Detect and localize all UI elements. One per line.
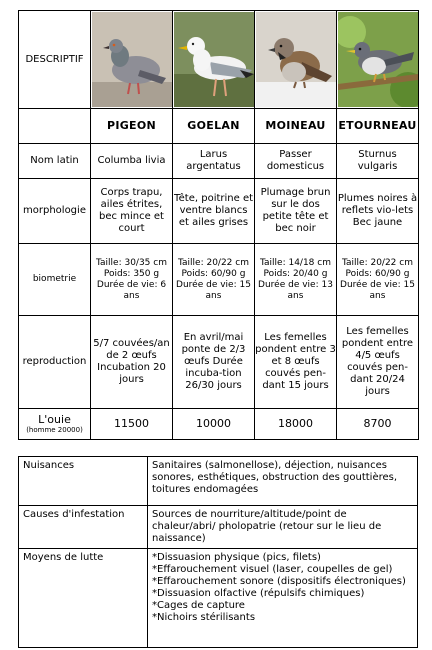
photo-row (19, 11, 419, 109)
reproduction-text: Les femelles pondent entre 4/5 œufs couvés pen-dant 20/24 jours (337, 316, 419, 409)
row-label-latin: Nom latin (19, 144, 91, 179)
biometry-lifespan: Durée de vie: 15 ans (176, 279, 251, 301)
biometry-lifespan: Durée de vie: 15 ans (340, 279, 415, 301)
morphology-row (19, 179, 419, 244)
gull-photo-cell (173, 11, 255, 109)
row-label-ouie-sub: (homme 20000) (26, 425, 83, 434)
biometry-cell (173, 244, 255, 316)
morphology-text: Tête, poitrine et ventre blancs et ailes grises (173, 179, 255, 244)
gull-photo (174, 12, 254, 107)
biometry-cell (91, 244, 173, 316)
sparrow-photo (256, 12, 336, 107)
row-label-morphologie: morphologie (19, 179, 91, 244)
pigeon-photo (92, 12, 172, 107)
morphology-text: Corps trapu, ailes étrites, bec mince et court (91, 179, 173, 244)
latin-name: Passer domesticus (255, 144, 337, 179)
biometry-size: Taille: 30/35 cm (96, 257, 167, 268)
morphology-text: Plumes noires à reflets vio-lets Bec jaune (337, 179, 419, 244)
nuisances-row (19, 457, 418, 506)
reproduction-text: En avril/mai ponte de 2/3 œufs Durée incuba-tion 26/30 jours (173, 316, 255, 409)
biometry-weight: Poids: 20/40 g (263, 268, 328, 279)
lutte-row (19, 549, 418, 648)
causes-text: Sources de nourriture/altitude/point de chaleur/abri/ pholopatrie (retour sur le lieu de naissance) (148, 506, 418, 549)
lutte-item: *Cages de capture (152, 600, 245, 611)
biometry-lifespan: Durée de vie: 6 ans (96, 279, 167, 301)
bird-name: ETOURNEAU (337, 109, 419, 144)
pigeon-photo-cell (91, 11, 173, 109)
biometry-size: Taille: 20/22 cm (178, 257, 249, 268)
reproduction-text: Les femelles pondent entre 3 et 8 œufs couvés pen-dant 15 jours (255, 316, 337, 409)
nuisance-table (18, 456, 418, 648)
lutte-item: *Dissuasion physique (pics, filets) (152, 552, 321, 563)
biometry-size: Taille: 20/22 cm (342, 257, 413, 268)
starling-photo-cell (337, 11, 419, 109)
lutte-list (148, 549, 418, 648)
hearing-value: 18000 (255, 409, 337, 440)
biometry-lifespan: Durée de vie: 13 ans (258, 279, 333, 301)
nuisances-label: Nuisances (19, 457, 148, 506)
latin-name: Columba livia (91, 144, 173, 179)
bird-name-row (19, 109, 419, 144)
lutte-item: *Dissuasion olfactive (répulsifs chimiques) (152, 588, 365, 599)
hearing-value: 11500 (91, 409, 173, 440)
starling-photo (338, 12, 418, 107)
lutte-item: *Effarouchement sonore (dispositifs électroniques) (152, 576, 406, 587)
row-label-reproduction: reproduction (19, 316, 91, 409)
bird-name: GOELAN (173, 109, 255, 144)
latin-name: Larus argentatus (173, 144, 255, 179)
morphology-text: Plumage brun sur le dos petite tête et bec noir (255, 179, 337, 244)
nuisances-text: Sanitaires (salmonellose), déjection, nuisances sonores, esthétiques, obstruction des gouttières, toitures endomagées (148, 457, 418, 506)
lutte-item: *Nichoirs stérilisants (152, 612, 256, 623)
row-label-ouie: L'ouie (38, 412, 71, 426)
latin-name-row (19, 144, 419, 179)
corner-label: DESCRIPTIF (19, 11, 91, 109)
bird-description-table (18, 10, 419, 440)
bird-name: MOINEAU (255, 109, 337, 144)
biometry-weight: Poids: 60/90 g (181, 268, 246, 279)
biometry-cell (255, 244, 337, 316)
reproduction-text: 5/7 couvées/an de 2 œufs Incubation 20 jours (91, 316, 173, 409)
biometry-row (19, 244, 419, 316)
lutte-label: Moyens de lutte (19, 549, 148, 648)
hearing-row (19, 409, 419, 440)
row-label-biometrie: biometrie (19, 244, 91, 316)
row-label-ouie-cell (19, 409, 91, 440)
reproduction-row (19, 316, 419, 409)
causes-row (19, 506, 418, 549)
biometry-weight: Poids: 60/90 g (345, 268, 410, 279)
hearing-value: 10000 (173, 409, 255, 440)
latin-name: Sturnus vulgaris (337, 144, 419, 179)
hearing-value: 8700 (337, 409, 419, 440)
biometry-cell (337, 244, 419, 316)
bird-name: PIGEON (91, 109, 173, 144)
biometry-size: Taille: 14/18 cm (260, 257, 331, 268)
causes-label: Causes d'infestation (19, 506, 148, 549)
empty-header-cell (19, 109, 91, 144)
lutte-item: *Effarouchement visuel (laser, coupelles de gel) (152, 564, 393, 575)
sparrow-photo-cell (255, 11, 337, 109)
biometry-weight: Poids: 350 g (103, 268, 160, 279)
